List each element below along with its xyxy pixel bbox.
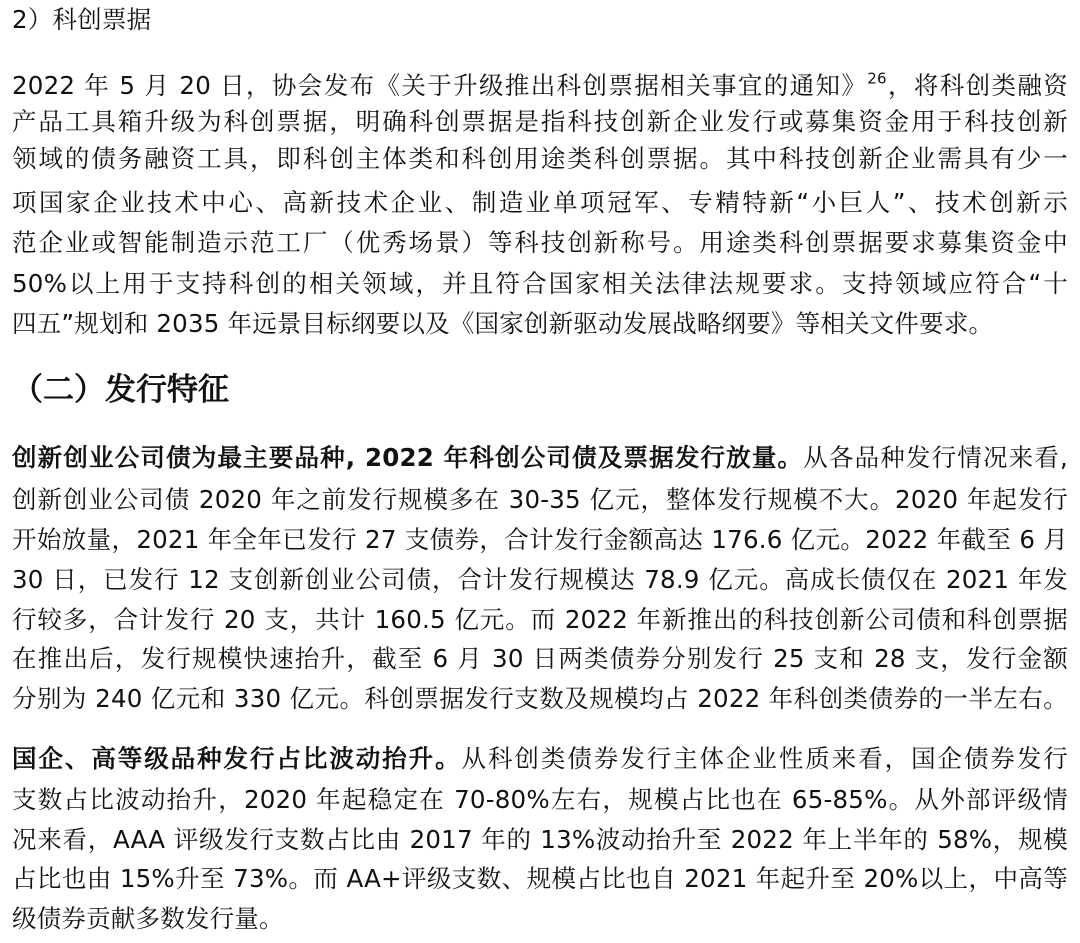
para2-line-1-rest: 从各品种发行情况来看,: [803, 443, 1068, 472]
para2-line-3: 开始放量，2021 年全年已发行 27 支债券，合计发行金额高达 176.6 亿元。2022 年截至 6 月: [12, 525, 1068, 554]
para1-line-1: [12, 68, 1068, 104]
para2-line-1: [12, 440, 1068, 476]
para1-line-2: 产品工具箱升级为科创票据，明确科创票据是指科技创新企业发行或募集资金用于科技创新: [12, 107, 1068, 136]
para3-lead: 国企、高等级品种发行占比波动抬升。: [12, 744, 462, 773]
para1-line-7: 四五”规划和 2035 年远景目标纲要以及《国家创新驱动发展战略纲要》等相关文件要求。: [12, 309, 994, 338]
section-heading: （二）发行特征: [12, 372, 229, 408]
para1-line-4: 项国家企业技术中心、高新技术企业、制造业单项冠军、专精特新“小巨人”、技术创新示: [12, 188, 1068, 217]
para1-line-3: 领域的债务融资工具，即科创主体类和科创用途类科创票据。其中科技创新企业需具有少一: [12, 144, 1068, 173]
para3-line-2: 支数占比波动抬升，2020 年起稳定在 70-80%左右，规模占比也在 65-85%。从外部评级情: [12, 785, 1068, 814]
para2-line-7: 分别为 240 亿元和 330 亿元。科创票据发行支数及规模均占 2022 年科创类债券的一半左右。: [12, 684, 1068, 713]
para2-line-4: 30 日，已发行 12 支创新创业公司债，合计发行规模达 78.9 亿元。高成长债仅在 2021 年发: [12, 565, 1068, 594]
para2-line-5: 行较多，合计发行 20 支，共计 160.5 亿元。而 2022 年新推出的科技创新公司债和科创票据: [12, 605, 1068, 634]
para3-line-1: [12, 741, 1068, 777]
para2-line-6: 在推出后，发行规模快速抬升，截至 6 月 30 日两类债券分别发行 25 支和 28 支，发行金额: [12, 644, 1068, 673]
para1-line-1-tail: ，将科创类融资: [886, 71, 1068, 100]
para2-lead: 创新创业公司债为最主要品种, 2022 年科创公司债及票据发行放量。: [12, 443, 804, 472]
para1-line-6: 50%以上用于支持科创的相关领域，并且符合国家相关法律法规要求。支持领域应符合“十: [12, 269, 1068, 298]
para3-line-4: 占比也由 15%升至 73%。而 AA+评级支数、规模占比也自 2021 年起升至 20%以上，中高等: [12, 864, 1068, 893]
footnote-ref[interactable]: 26: [867, 69, 887, 88]
para2-line-2: 创新创业公司债 2020 年之前发行规模多在 30-35 亿元，整体发行规模不大。2020 年起发行: [12, 485, 1068, 514]
para1-line-1-text: 2022 年 5 月 20 日，协会发布《关于升级推出科创票据相关事宜的通知》: [12, 71, 868, 100]
para3-line-5: 级债券贡献多数发行量。: [12, 904, 284, 933]
para3-line-1-rest: 从科创类债券发行主体企业性质来看，国企债券发行: [461, 744, 1068, 773]
para3-line-3: 况来看，AAA 评级发行支数占比由 2017 年的 13%波动抬升至 2022 年上半年的 58%，规模: [12, 825, 1068, 854]
sub-heading: 2）科创票据: [12, 5, 152, 34]
para1-line-5: 范企业或智能制造示范工厂（优秀场景）等科技创新称号。用途类科创票据要求募集资金中: [12, 228, 1068, 257]
